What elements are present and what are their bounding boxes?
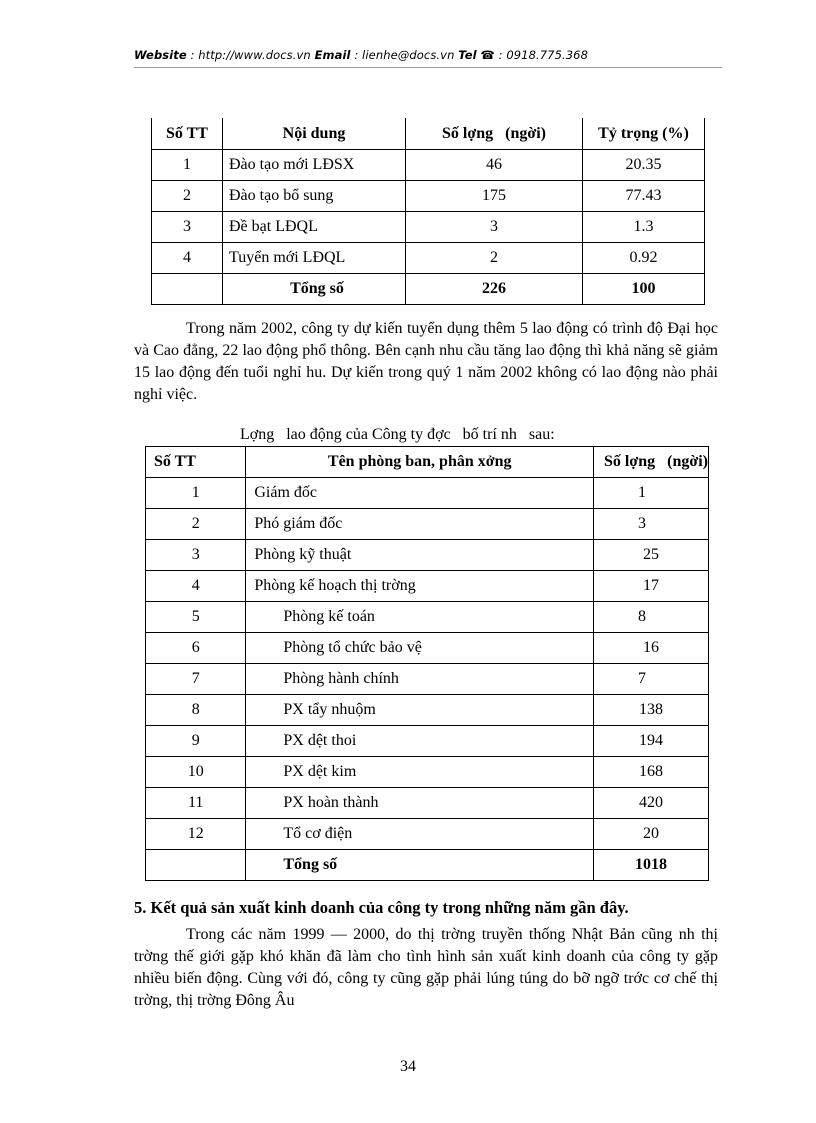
paragraph-text: Trong năm 2002, công ty dự kiến tuyển dụng thêm 5 lao động có trình độ Đại học và Cao đẳng, 22 lao động phổ thông. Bên cạnh nhu cầu tăng lao động thì khả năng sẽ giảm 15 lao động đến tuổi nghỉ hu. Dự kiến trong quý 1 năm 2002 không có lao động nào phải nghỉ việc. [134, 320, 718, 403]
row-ratio: 20.35 [583, 150, 705, 181]
section-heading: 5. Kết quả sản xuất kinh doanh của công ty trong những năm gần đây. [134, 898, 629, 917]
total-label: Tổng số [223, 274, 406, 305]
row-name: PX tẩy nhuộm [246, 695, 594, 726]
total-ratio: 100 [583, 274, 705, 305]
row-number: 2 [146, 509, 246, 540]
header-divider [134, 67, 722, 68]
page-header [134, 48, 722, 62]
table-row [146, 633, 709, 664]
table-row [146, 478, 709, 509]
email-label: Email [314, 48, 351, 62]
row-count: 3 [594, 509, 709, 540]
row-number: 4 [146, 571, 246, 602]
table-row [152, 181, 705, 212]
table-header-row [152, 118, 705, 150]
table-row [146, 540, 709, 571]
table-row [146, 509, 709, 540]
website-label: Website [134, 48, 187, 62]
column-header: Tỷ trọng (%) [583, 118, 705, 150]
row-number: 12 [146, 819, 246, 850]
total-label-cell [246, 850, 594, 881]
website-value: : http://www.docs.vn [186, 48, 315, 62]
row-number: 11 [146, 788, 246, 819]
email-value: : lienhe@docs.vn [350, 48, 459, 62]
row-count: 3 [406, 212, 583, 243]
row-count: 1 [594, 478, 709, 509]
row-count: 17 [594, 571, 709, 602]
row-number: 1 [152, 150, 223, 181]
paragraph-recruitment-plan [134, 318, 718, 406]
row-number: 1 [146, 478, 246, 509]
table-header-row [146, 447, 709, 478]
row-number: 10 [146, 757, 246, 788]
tel-value: : 0918.775.368 [494, 48, 589, 62]
row-count: 2 [406, 243, 583, 274]
row-name: Phòng hành chính [246, 664, 594, 695]
row-ratio: 77.43 [583, 181, 705, 212]
row-name: Tổ cơ điện [246, 819, 594, 850]
total-count: 226 [406, 274, 583, 305]
row-number: 9 [146, 726, 246, 757]
column-header: Số TT [152, 118, 223, 150]
row-number: 3 [152, 212, 223, 243]
row-content: Đề bạt LĐQL [223, 212, 406, 243]
column-header: Tên phòng ban, phân xởng [246, 447, 594, 478]
page-number: 34 [400, 1058, 416, 1075]
row-count: 420 [594, 788, 709, 819]
table-caption: Lợng lao động của Công ty đợc bố trí nh sau: [240, 426, 555, 443]
row-count: 46 [406, 150, 583, 181]
row-name: Giám đốc [246, 478, 594, 509]
table-row [152, 243, 705, 274]
total-empty-cell [152, 274, 223, 305]
row-name: Phòng kế toán [246, 602, 594, 633]
row-count: 168 [594, 757, 709, 788]
row-count: 20 [594, 819, 709, 850]
row-count: 138 [594, 695, 709, 726]
row-number: 8 [146, 695, 246, 726]
row-count: 7 [594, 664, 709, 695]
row-number: 6 [146, 633, 246, 664]
row-content: Đào tạo mới LĐSX [223, 150, 406, 181]
table-row [152, 150, 705, 181]
training-table [151, 118, 705, 305]
row-name: Phòng kế hoạch thị trờng [246, 571, 594, 602]
table-row [146, 819, 709, 850]
row-name: Phòng tổ chức bảo vệ [246, 633, 594, 664]
column-header: Số lợng (ngời) [406, 118, 583, 150]
column-header: Số lợng (ngời) [594, 447, 709, 478]
table-row [152, 212, 705, 243]
paragraph-business-results [134, 924, 718, 1012]
paragraph-text: Trong các năm 1999 — 2000, do thị trờng truyền thống Nhật Bản cũng nh thị trờng thế giới gặp khó khăn đã làm cho tình hình sản xuất kinh doanh của công ty gặp nhiều biến động. Cùng với đó, công ty cũng gặp phải lúng túng do bỡ ngỡ trớc cơ chế thị trờng, thị trờng Đông Âu [134, 926, 718, 1009]
total-label: Tổng số [283, 856, 338, 873]
table-row [146, 726, 709, 757]
staff-allocation-table [145, 446, 709, 881]
table-row [146, 757, 709, 788]
table-row [146, 695, 709, 726]
row-name: Phòng kỹ thuật [246, 540, 594, 571]
table-row [146, 571, 709, 602]
table-total-row [152, 274, 705, 305]
total-count: 1018 [594, 850, 709, 881]
column-header: Nội dung [223, 118, 406, 150]
row-count: 194 [594, 726, 709, 757]
row-ratio: 0.92 [583, 243, 705, 274]
row-name: PX dệt kim [246, 757, 594, 788]
row-name: PX hoàn thành [246, 788, 594, 819]
row-number: 4 [152, 243, 223, 274]
row-number: 2 [152, 181, 223, 212]
table-row [146, 788, 709, 819]
row-count: 8 [594, 602, 709, 633]
row-count: 16 [594, 633, 709, 664]
row-content: Tuyển mới LĐQL [223, 243, 406, 274]
column-header: Số TT [146, 447, 246, 478]
total-empty-cell [146, 850, 246, 881]
phone-icon: ☎ [480, 48, 495, 62]
table-total-row [146, 850, 709, 881]
row-number: 3 [146, 540, 246, 571]
row-name: Phó giám đốc [246, 509, 594, 540]
row-number: 5 [146, 602, 246, 633]
row-name: PX dệt thoi [246, 726, 594, 757]
table-row [146, 664, 709, 695]
row-count: 25 [594, 540, 709, 571]
tel-label: Tel [458, 48, 477, 62]
table-row [146, 602, 709, 633]
row-count: 175 [406, 181, 583, 212]
row-number: 7 [146, 664, 246, 695]
row-content: Đào tạo bổ sung [223, 181, 406, 212]
row-ratio: 1.3 [583, 212, 705, 243]
